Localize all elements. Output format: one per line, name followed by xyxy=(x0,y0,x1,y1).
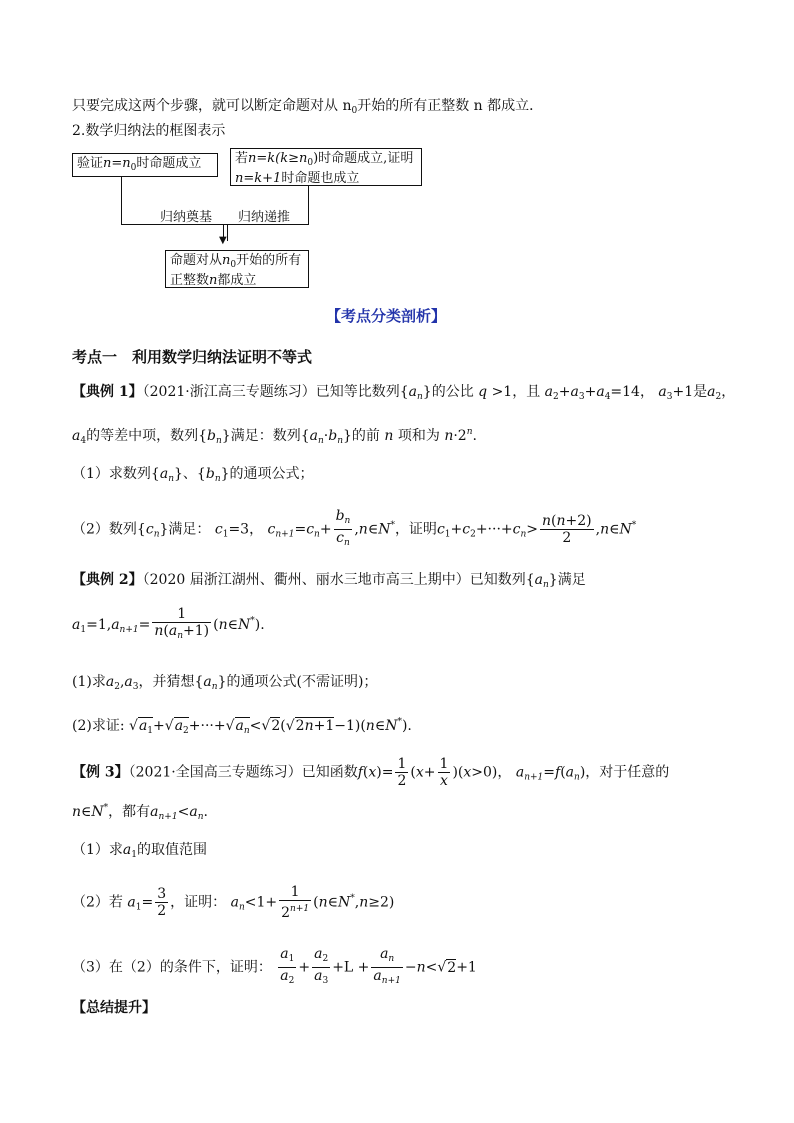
flow-label-basis: 归纳奠基 xyxy=(160,210,213,225)
example-1-question-1: （1）求数列$\{a_n\}$、$\{b_n\}$的通项公式； xyxy=(72,466,314,484)
flow-connector-left xyxy=(121,177,122,224)
example-3-line-1: 【例 3】（2021·全国高三专题练习）已知函数f(x)= $\frac{1}{2}$ (x+ $\frac{1}{x}$ )(x>0)， $a_{n+1}=f(a_n)$，对于任意的 xyxy=(72,756,670,789)
intro-line-2: 2.数学归纳法的框图表示 xyxy=(72,123,226,139)
section-title: 考点一 利用数学归纳法证明不等式 xyxy=(72,348,313,366)
example-1-question-2: （2）数列$\{c_n\}$满足： $c_1=3$， $c_{n+1}=c_n+$ $\frac{b_n}{c_n}$ ,n∈N*，证明$c_1+c_2+\cdot\cdot\cdot+c_n>$ $\frac{n(n+2)}{2}$ ,n∈N* xyxy=(72,508,637,548)
example-1-line-1: 【典例 1】（2021·浙江高三专题练习）已知等比数列$\{a_n\}$的公比 q >1，且 $a_2+a_3+a_4=14$， $a_3+1$是$a_2$， xyxy=(72,384,736,402)
example-3-question-3: （3）在（2）的条件下，证明： $\frac{a_1}{a_2}$ + $\frac{a_2}{a_3}$ +L + $\frac{a_n}{a_{n+1}}$ −n<√2+1 xyxy=(72,946,477,986)
example-3-question-2: （2）若 $a_1=$ $\frac{3}{2}$ ，证明： $a_n<1+$ $\frac{1}{2^{n+1}}$ (n∈N*,n≥2) xyxy=(72,884,395,921)
example-2-question-1: (1)求$a_2,a_3$，并猜想$\{a_n\}$的通项公式(不需证明)； xyxy=(72,674,378,692)
flow-arrow-head-icon: ▼ xyxy=(219,235,227,246)
section-heading: 【考点分类剖析】 xyxy=(326,307,447,325)
intro-line-1: 只要完成这两个步骤，就可以断定命题对从 $n_0$开始的所有正整数 n 都成立． xyxy=(72,98,544,116)
flow-box-inductive: 若$n=k(k\ge n_0)$时命题成立,证明 n=k+1时命题也成立 xyxy=(230,148,422,186)
flow-connector-right xyxy=(308,186,309,224)
example-3-line-2: n∈N*，都有$a_{n+1}<a_n$. xyxy=(72,803,208,822)
flow-box-conclusion: 命题对从$n_0$开始的所有 正整数n都成立 xyxy=(165,250,309,288)
flow-box-verify: 验证$n=n_0$时命题成立 xyxy=(72,153,218,177)
example-2-question-2: (2)求证: $√a_1+√a_2+\cdot\cdot\cdot+√a_n<√2(√2n+1-1)(n\in N^*)$. xyxy=(72,717,412,736)
example-2-formula: $a_1=1,a_{n+1}=$ $\frac{1}{n(a_n+1)}$ (n∈N*). xyxy=(72,606,265,641)
example-3-question-1: （1）求$a_1$的取值范围 xyxy=(72,842,208,860)
flow-arrow-shaft-2 xyxy=(227,225,228,241)
summary-heading: 【总结提升】 xyxy=(72,1000,156,1016)
example-1-line-2: $a_4$的等差中项，数列$\{b_n\}$满足：数列$\{a_n\cdot b_n\}$的前 n 项和为 $n\cdot 2^n$. xyxy=(72,427,477,446)
example-2-line-1: 【典例 2】（2020 届浙江湖州、衢州、丽水三地市高三上期中）已知数列$\{a_n\}$满足 xyxy=(72,572,586,590)
flow-label-step: 归纳递推 xyxy=(238,210,291,225)
